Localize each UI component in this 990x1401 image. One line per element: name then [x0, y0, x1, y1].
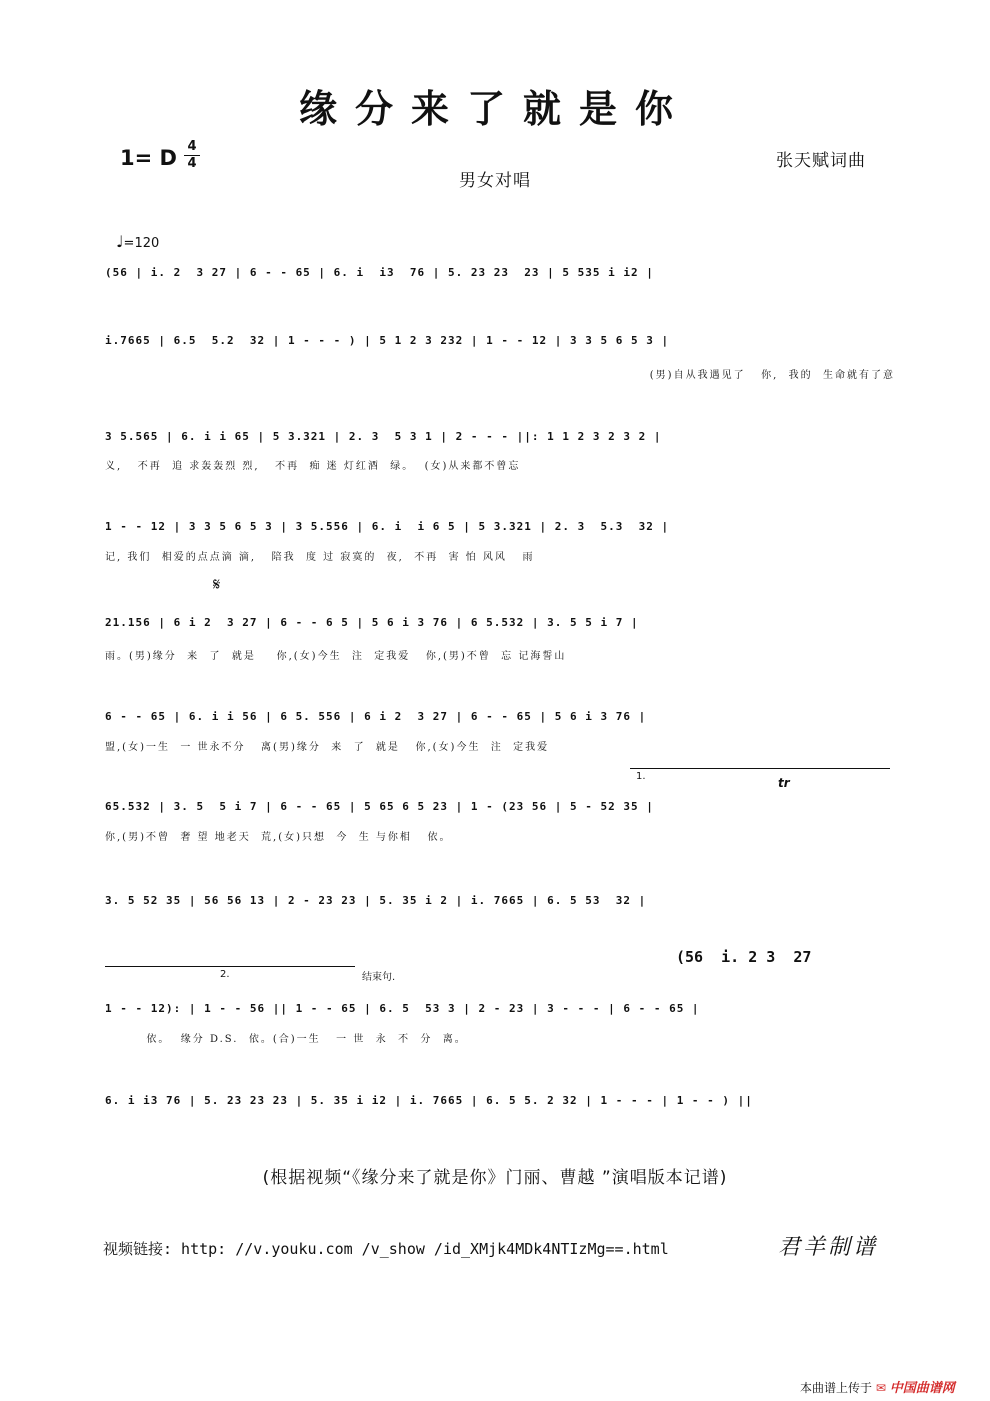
transcriber-signature: 君羊制谱 — [778, 1235, 879, 1260]
song-title: 缘分来了就是你 — [298, 86, 691, 131]
lyric-line: 雨。(男)缘分 来 了 就是 你,(女)今生 注 定我爱 你,(男)不曾 忘 记海誓山 — [105, 651, 567, 662]
volta-1-label: 1. — [636, 771, 646, 782]
lyric-line: 盟,(女)一生 一 世永不分 离(男)缘分 来 了 就是 你,(女)今生 注 定我爱 — [105, 742, 550, 753]
volta-bracket-1 — [630, 768, 890, 770]
subtitle: 男女对唱 — [459, 171, 531, 191]
notation-line: 3 5.565 | 6. i i 65 | 5 3.321 | 2. 3 5 3 1 | 2 - - - ||: 1 1 2 3 2 3 2 | — [105, 430, 662, 443]
score-row-10 — [105, 1086, 895, 1138]
lyric-line: (男)自从我遇见了 你, 我的 生命就有了意 — [649, 370, 895, 381]
meter-top: 4 — [187, 139, 197, 154]
transcription-credit: (根据视频“《缘分来了就是你》门丽、曹越 ”演唱版本记谱) — [262, 1168, 728, 1188]
upload-site: 中国曲谱网 — [889, 1381, 955, 1396]
volta-bracket-2 — [215, 966, 355, 968]
video-link: 视频链接: http: //v.youku.com /v_show /id_XMjk4MDk4NTIzMg==.html — [103, 1240, 669, 1258]
notation-line: 6. i i3 76 | 5. 23 23 23 | 5. 35 i i2 | i. 7665 | 6. 5 5. 2 32 | 1 - - - | 1 - - ) || — [105, 1094, 753, 1107]
upload-prefix: 本曲谱上传于 — [800, 1381, 873, 1395]
lyric-line: 依。 缘分 D.S. 依。(合)一生 一 世 永 不 分 离。 — [105, 1034, 467, 1045]
lyric-line: 你,(男)不曾 奢 望 地老天 荒,(女)只想 今 生 与你相 依。 — [105, 832, 452, 843]
volta-2-label: 2. — [220, 969, 230, 980]
grace-pickup: (56 i. 2 3 27 — [676, 948, 812, 966]
key-signature: 1= D — [120, 146, 177, 170]
notation-line: 3. 5 52 35 | 56 56 13 | 2 - 23 23 | 5. 35 i 2 | i. 7665 | 6. 5 53 32 | — [105, 894, 647, 907]
composer-credit: 张天赋词曲 — [776, 151, 866, 171]
notation-line: 65.532 | 3. 5 5 i 7 | 6 - - 65 | 5 65 6 5 23 | 1 - (23 56 | 5 - 52 35 | — [105, 800, 654, 813]
volta-bracket-pre — [105, 966, 215, 968]
lyric-line: 记, 我们 相爱的点点滴 滴, 陪我 度 过 寂寞的 夜, 不再 害 怕 风风 雨 — [105, 552, 535, 563]
notation-line: 1 - - 12): | 1 - - 56 || 1 - - 65 | 6. 5 53 3 | 2 - 23 | 3 - - - | 6 - - 65 | — [105, 1002, 700, 1015]
score-row-1 — [105, 258, 895, 310]
notation-line: (56 | i. 2 3 27 | 6 - - 65 | 6. i i3 76 | 5. 23 23 23 | 5 535 i i2 | — [105, 266, 654, 279]
notation-line: 1 - - 12 | 3 3 5 6 5 3 | 3 5.556 | 6. i i 6 5 | 5 3.321 | 2. 3 5.3 32 | — [105, 520, 670, 533]
tempo-mark — [116, 232, 159, 251]
score-row-8 — [105, 886, 895, 938]
tempo-value: =120 — [123, 236, 160, 251]
lyric-line: 义, 不再 追 求轰轰烈 烈, 不再 痴 迷 灯红酒 绿。 (女)从来都不曾忘 — [105, 461, 521, 472]
meter-bottom: 4 — [187, 156, 197, 171]
site-logo-icon: ✉ — [875, 1381, 886, 1395]
notation-line: i.7665 | 6.5 5.2 32 | 1 - - - ) | 5 1 2 3 232 | 1 - - 12 | 3 3 5 6 5 3 | — [105, 334, 670, 347]
end-section-label: 结束句. — [362, 972, 396, 983]
upload-footer — [800, 1377, 955, 1396]
quarter-note-icon: ♩ — [116, 232, 124, 251]
notation-line: 21.156 | 6 i 2 3 27 | 6 - - 6 5 | 5 6 i 3 76 | 6 5.532 | 3. 5 5 i 7 | — [105, 616, 639, 629]
segno-icon: 𝄋 — [213, 575, 221, 595]
notation-line: 6 - - 65 | 6. i i 56 | 6 5. 556 | 6 i 2 3 27 | 6 - - 65 | 5 6 i 3 76 | — [105, 710, 647, 723]
trill-mark: tr — [778, 776, 790, 790]
